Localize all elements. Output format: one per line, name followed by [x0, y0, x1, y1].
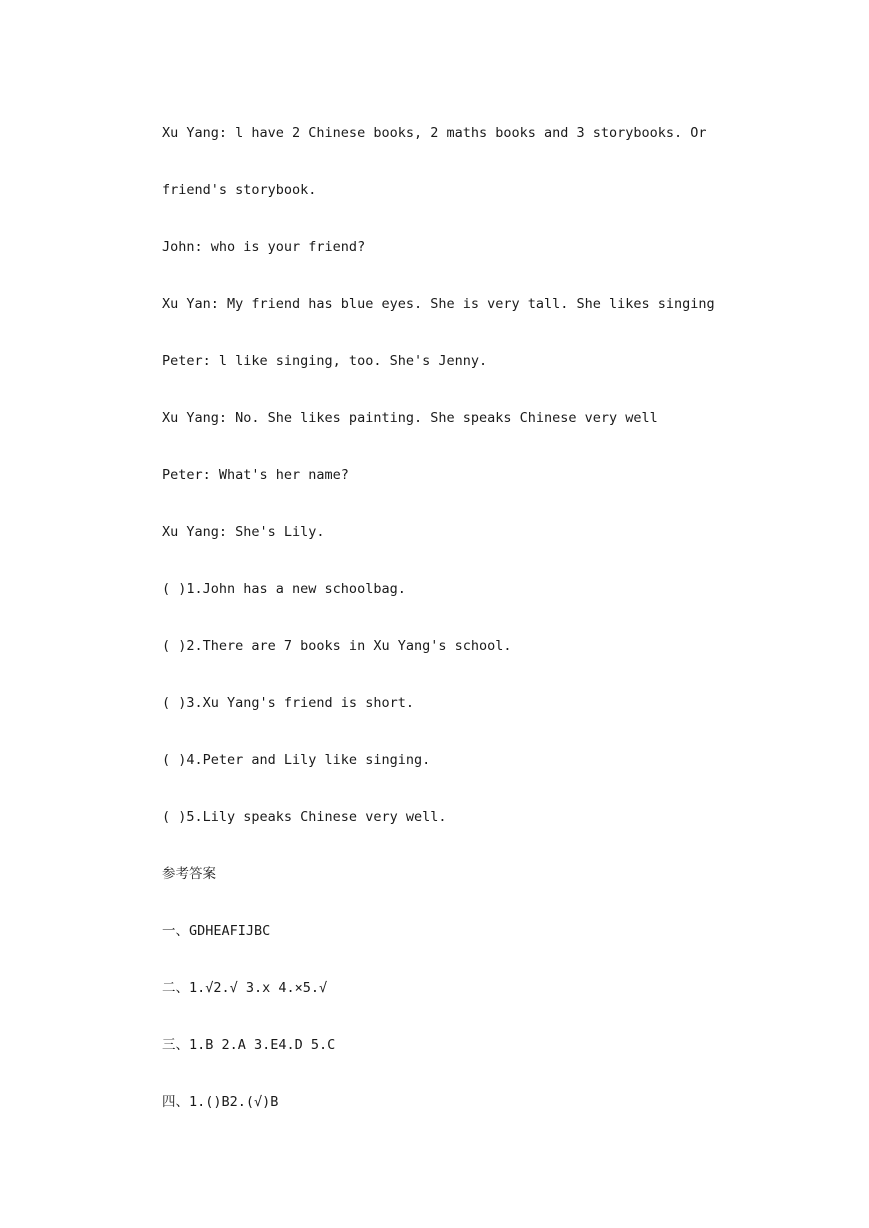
question-3: ( )3.Xu Yang's friend is short.	[162, 695, 414, 711]
dialogue-line-peter-name: Peter: What's her name?	[162, 467, 349, 483]
answer-section-2: 二、1.√2.√ 3.x 4.×5.√	[162, 980, 328, 996]
question-2: ( )2.There are 7 books in Xu Yang's school.	[162, 638, 512, 654]
question-1: ( )1.John has a new schoolbag.	[162, 581, 406, 597]
dialogue-line-xu-yang-lily: Xu Yang: She's Lily.	[162, 524, 325, 540]
dialogue-line-peter-singing: Peter: l like singing, too. She's Jenny.	[162, 353, 488, 369]
answer-section-4: 四、1.()B2.(√)B	[162, 1094, 279, 1110]
question-5: ( )5.Lily speaks Chinese very well.	[162, 809, 447, 825]
answer-key-heading: 参考答案	[162, 866, 216, 882]
dialogue-line-xu-yang-books: Xu Yang: l have 2 Chinese books, 2 maths books and 3 storybooks. Or	[162, 125, 707, 141]
answer-section-1: 一、GDHEAFIJBC	[162, 923, 271, 939]
document-text	[162, 122, 802, 1148]
answer-section-3: 三、1.B 2.A 3.E4.D 5.C	[162, 1037, 336, 1053]
dialogue-line-xu-yan-friend: Xu Yan: My friend has blue eyes. She is very tall. She likes singing	[162, 296, 715, 312]
dialogue-line-xu-yang-painting: Xu Yang: No. She likes painting. She speaks Chinese very well	[162, 410, 658, 426]
question-4: ( )4.Peter and Lily like singing.	[162, 752, 431, 768]
dialogue-line-friends-storybook: friend's storybook.	[162, 182, 317, 198]
dialogue-line-john-question: John: who is your friend?	[162, 239, 366, 255]
